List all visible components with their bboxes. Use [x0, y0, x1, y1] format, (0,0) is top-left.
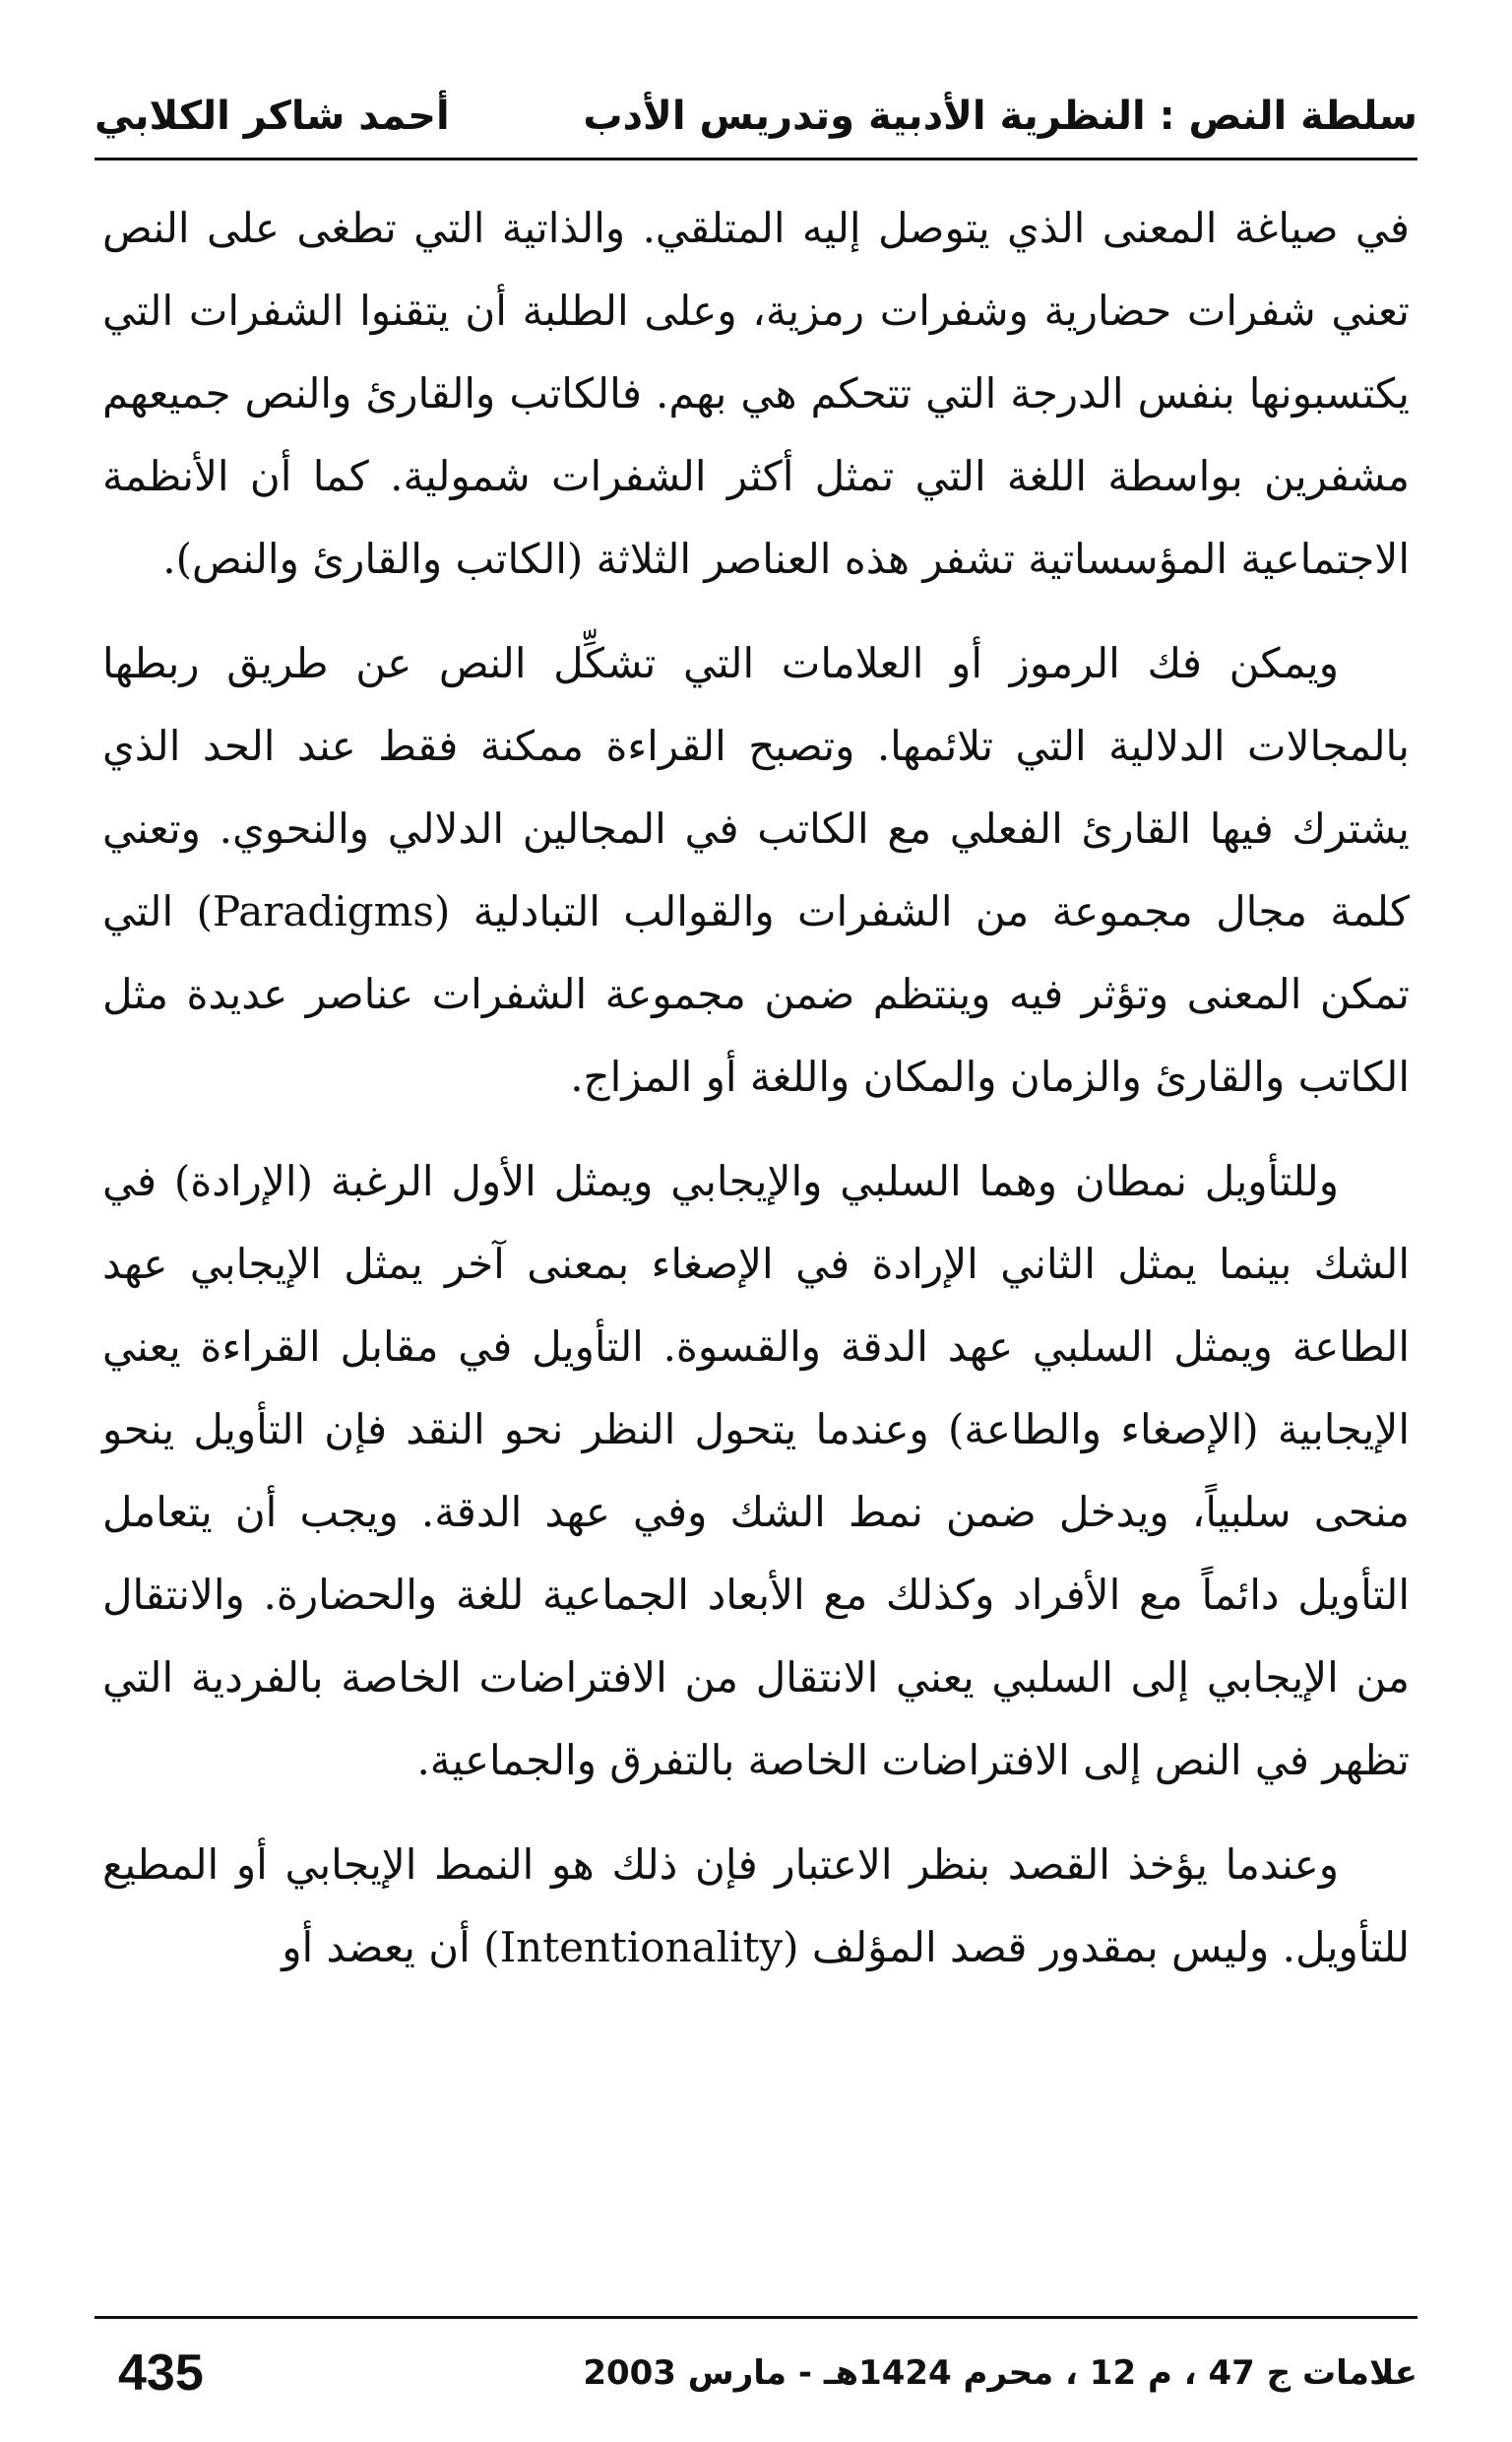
paragraph-4: وعندما يؤخذ القصد بنظر الاعتبار فإن ذلك هو النمط الإيجابي أو المطيع للتأويل. وليس بمقدور قصد المؤلف (Intentionality) أن يعضد أو	[102, 1840, 1410, 1971]
body-text	[102, 187, 1410, 2284]
running-footer	[118, 2334, 1418, 2412]
journal-issue: علامات ج 47 ، م 12 ، محرم 1424هـ - مارس 2003	[583, 2353, 1418, 2393]
footer-divider	[94, 2316, 1418, 2319]
paragraph-3: وللتأويل نمطان وهما السلبي والإيجابي ويمثل الأول الرغبة (الإرادة) في الشك بينما يمثل الثاني الإرادة في الإصغاء بمعنى آخر يمثل الإيجابي عهد الطاعة ويمثل السلبي عهد الدقة والقسوة. التأويل في مقابل القراءة يعني الإيجابية (الإصغاء والطاعة) وعندما يتحول النظر نحو النقد فإن التأويل ينحو منحى سلبياً، ويدخل ضمن نمط الشك وفي عهد الدقة. ويجب أن يتعامل التأويل دائماً مع الأفراد وكذلك مع الأبعاد الجماعية للغة والحضارة. والانتقال من الإيجابي إلى السلبي يعني الانتقال من الافتراضات الخاصة بالفردية التي تظهر في النص إلى الافتراضات الخاصة بالتفرق والجماعية.	[102, 1157, 1410, 1784]
paragraph-2: ويمكن فك الرموز أو العلامات التي تشكِّل النص عن طريق ربطها بالمجالات الدلالية التي تلائمها. وتصبح القراءة ممكنة فقط عند الحد الذي يشترك فيها القارئ الفعلي مع الكاتب في المجالين الدلالي والنحوي. وتعني كلمة مجال مجموعة من الشفرات والقوالب التبادلية (Paradigms) التي تمكن المعنى وتؤثر فيه وينتظم ضمن مجموعة الشفرات عناصر عديدة مثل الكاتب والقارئ والزمان والمكان واللغة أو المزاج.	[102, 639, 1410, 1101]
header-divider	[94, 158, 1418, 161]
header-title: سلطة النص : النظرية الأدبية وتدريس الأدب	[583, 94, 1418, 139]
paragraph-1: في صياغة المعنى الذي يتوصل إليه المتلقي. والذاتية التي تطغى على النص تعني شفرات حضارية وشفرات رمزية، وعلى الطلبة أن يتقنوا الشفرات التي يكتسبونها بنفس الدرجة التي تتحكم هي بهم. فالكاتب والقارئ والنص جميعهم مشفرين بواسطة اللغة التي تمثل أكثر الشفرات شمولية. كما أن الأنظمة الاجتماعية المؤسساتية تشفر هذه العناصر الثلاثة (الكاتب والقارئ والنص).	[102, 204, 1410, 583]
header-author: أحمد شاكر الكلابي	[94, 94, 450, 139]
running-header	[94, 77, 1418, 156]
page-number: 435	[118, 2345, 204, 2402]
